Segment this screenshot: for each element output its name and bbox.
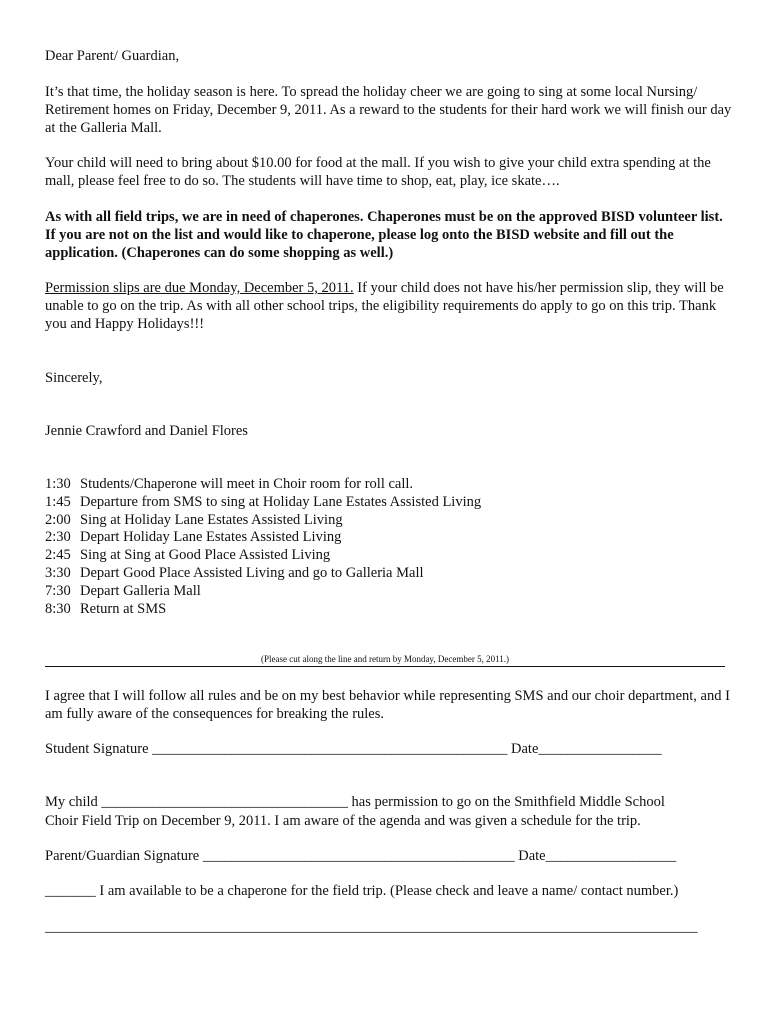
schedule-time: 8:30: [45, 600, 71, 617]
signers: Jennie Crawford and Daniel Flores: [45, 423, 248, 439]
schedule-item: [45, 529, 481, 547]
paragraph-holiday-event: It’s that time, the holiday season is here. To spread the holiday cheer we are going to sing at some local Nursing/ Retirement homes on Friday, December 9, 2011. As a reward to the students for their hard work we will finish our day at the Galleria Mall.: [45, 84, 732, 136]
cut-line: [45, 666, 725, 667]
schedule-event: Departure from SMS to sing at Holiday Lane Estates Assisted Living: [80, 493, 482, 510]
schedule-time: 7:30: [45, 582, 71, 599]
my-child-line: My child __________________________________ has permission to go on the Smithfield Middle School: [45, 794, 665, 810]
schedule-item: [45, 512, 481, 530]
schedule-item: [45, 601, 481, 619]
schedule-time: 3:30: [45, 564, 71, 581]
cut-instruction: (Please cut along the line and return by Monday, December 5, 2011.): [260, 654, 509, 664]
schedule-item: [45, 494, 481, 512]
permission-slip-details: If your child does not have his/her permission slip, they will be unable to go on the trip. As with all other school trips, the eligibility requirements do apply to go on this trip. Thank you and Happy Holidays!!!: [45, 280, 724, 332]
schedule-time: 1:45: [45, 493, 71, 510]
schedule-event: Depart Holiday Lane Estates Assisted Living: [80, 529, 342, 546]
paragraph-money: Your child will need to bring about $10.00 for food at the mall. If you wish to give your child extra spending at the mall, please feel free to do so. The students will have time to shop, eat, play, ice skate….: [45, 155, 711, 189]
parent-signature-line: Parent/Guardian Signature ___________________________________________ Date__________________: [45, 848, 677, 864]
schedule-time: 2:30: [45, 529, 71, 546]
schedule-event: Sing at Holiday Lane Estates Assisted Living: [80, 511, 343, 528]
due-date-notice: Permission slips are due Monday, December 5, 2011.: [45, 280, 354, 296]
schedule-event: Students/Chaperone will meet in Choir room for roll call.: [80, 476, 414, 492]
agreement-text: I agree that I will follow all rules and be on my best behavior while representing SMS and our choir department, and I am fully aware of the consequences for breaking the rules.: [45, 688, 730, 722]
schedule-item: [45, 547, 481, 565]
closing: Sincerely,: [45, 370, 103, 386]
schedule-list: [45, 476, 481, 618]
schedule-event: Depart Galleria Mall: [80, 582, 201, 599]
greeting: Dear Parent/ Guardian,: [45, 48, 180, 64]
schedule-item: [45, 476, 481, 494]
student-signature-line: Student Signature _________________________________________________ Date_________________: [45, 741, 662, 757]
schedule-event: Depart Good Place Assisted Living and go to Galleria Mall: [80, 564, 424, 581]
chaperone-availability-line: _______ I am available to be a chaperone for the field trip. (Please check and leave a name/ contact number.): [45, 883, 679, 899]
contact-info-line: __________________________________________________________________________________________: [45, 919, 698, 935]
paragraph-permission-slips: [45, 279, 735, 333]
schedule-item: [45, 583, 481, 601]
schedule-time: 1:30: [45, 476, 71, 492]
paragraph-chaperones: As with all field trips, we are in need of chaperones. Chaperones must be on the approved BISD volunteer list. If you are not on the list and would like to chaperone, please log onto the BISD website and fill out the application. (Chaperones can do some shopping as well.): [45, 209, 723, 261]
schedule-event: Sing at Sing at Good Place Assisted Living: [80, 547, 331, 564]
schedule-time: 2:00: [45, 511, 71, 528]
schedule-item: [45, 565, 481, 583]
schedule-event: Return at SMS: [80, 600, 167, 617]
permission-statement: Choir Field Trip on December 9, 2011. I am aware of the agenda and was given a schedule for the trip.: [45, 813, 641, 829]
schedule-time: 2:45: [45, 547, 71, 564]
